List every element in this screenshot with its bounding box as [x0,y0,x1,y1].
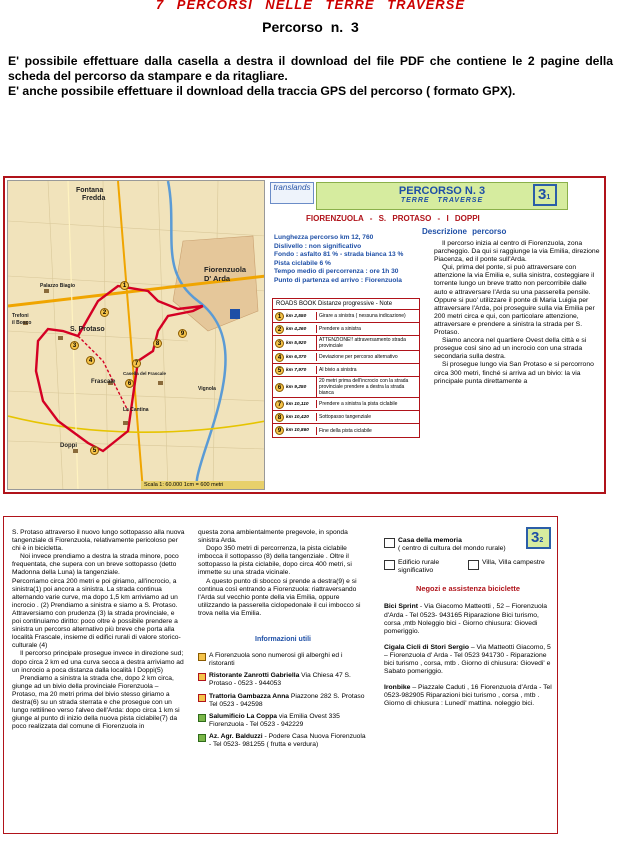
description-paragraph: Qui, prima del ponte, si può attraversare con attenzione la via Emilia e, sulla sinistra, costeggiare il torrente lungo un breve tratto non percorribile dalle auto e attraversare l'Arda su una passerella pensile. Oppure si puo' utilizzare il ponte di Maria Luigia per attraversare l'Arda, poi proseguire sulla via Emilia per 200 metri circa e qui, con particolare attenzione, attraversare e prendere a sinistra la strada per S. Protaso. [434,264,595,337]
map-label-fiorenzuola: Fiorenzuola [204,265,247,274]
shop-icon [198,714,206,722]
casa-memoria-icon [384,538,395,548]
banner-subtitle: TERRE TRAVERSE [400,197,484,204]
map-graphic [8,181,265,490]
description-paragraph: Si prosegue lungo via San Protaso e si percorrono circa 300 metri, finché si arriva ad un bivio: la via principale punta direttamente a [434,361,594,385]
description-paragraph: Percorriamo circa 200 metri e poi giriamo, all'incrocio, a sinistra(1) poi ancora a sinistra. La strada continua alternando varie curve, ma dopo 1,5 km arriviamo ad un incrocio . (2) Prendiamo a sinistra e siamo a S. Protaso. Attraversiamo con prudenza (3) la strada provinciale, e poi continuiamo diritto: poco oltre è possibile prendere a sinistra un percorso alternativo più breve che porta alla località Frascale, insieme di edifici rurali di valore storico-culturale (4) [12,577,181,650]
map-marker-7: 7 [132,359,141,368]
route-info-panel [268,180,602,490]
roadbook-row: 8 km 10,420 Sottopasso tangenziale [273,411,419,424]
spec-time: Tempo medio di percorrenza : ore 1h 30 [274,268,399,276]
spec-bikepath: Pista ciclabile 6 % [274,259,331,267]
roadbook-row: 2 km 4,260 Prendere a sinistra [273,323,419,336]
map-marker-8: 8 [153,339,162,348]
info-text: A Fiorenzuola sono numerosi gli alberghi ed i ristoranti [209,652,343,668]
map-scale: Scala 1: 60.000 1cm = 600 metri [141,481,265,490]
roadbook-row: 4 km 6,370 Deviazione per percorso alternativo [273,351,419,364]
route-sheet-page-2[interactable] [3,516,558,834]
legend-and-bike-shops [384,537,552,714]
route-sheet-page-1[interactable] [3,176,606,494]
description-paragraph: Prendiamo a sinistra la strada che, dopo 2 km circa, giunge ad un bivio della provinciale Fiorenzuola – Protaso, ma 20 metri prima del bivio stesso giriamo a destra(6) su un strada sterrata e che prosegue con un lungo rettilineo verso l'alveo dell'Arda: dopo circa 1 km si giunge al punto di inizio della nuova pista ciclabile(7) da poco realizzata dal comune di Fiorenzuola in [12,674,180,731]
description-paragraph: S. Protaso attraverso il nuovo lungo sottopasso alla nuova tangenziale di Fiorenzuola, relativamente pericoloso per chi è in bicicletta. [12,529,185,553]
restaurant-icon [198,694,206,702]
route-title: FIORENZUOLA - S. PROTASO - I DOPPI [306,214,480,223]
map-label-vignola: Vignola [198,386,216,392]
route-map [7,180,265,490]
map-label-frascale: Frascale [91,379,116,385]
restaurant-icon [198,673,206,681]
description-paragraph: Siamo ancora nel quartiere Ovest della città e si prosegue così sino ad un incrocio con una strada secondaria sulla destra. [434,337,587,361]
bike-shop-entry: Bici Sprint - Via Giacomo Matteotti , 52 – Fiorenzuola d'Arda - Tel 0523- 943165 Riparazione Bici turismo, corsa ,mtb Noleggio bici - Giorno chiusura: Giovedi pomeriggio. [384,603,548,635]
description-paragraph: Il percorso inizia al centro di Fiorenzuola, zona parcheggio. Da qui si raggiunge la via Emilia, direzione Piacenza, ed il ponte sull'Arda. [434,240,600,264]
map-label-trefoni: Trefoni [12,313,29,319]
route-banner [316,182,568,210]
sheet-number-badge: 32 [526,527,551,549]
roadbook-table [272,298,420,438]
villa-icon [468,560,479,570]
intro-line-2: E' anche possibile effettuare il download della traccia GPS del percorso ( formato GPX). [8,84,516,98]
bike-shop-entry: Ironbike – Piazzale Caduti , 16 Fiorenzuola d'Arda - Tel 0523-982905 Riparazioni bici turismo , corsa , mtb . Giorno di chiusura : Lunedi' mattina. noleggio bici. [384,684,552,708]
banner-title: PERCORSO N. 3 [398,185,486,197]
map-marker-4: 4 [86,356,95,365]
roadbook-row: 1 km 2,550 Girare a sinistra ( nessuna indicazione) [273,310,419,323]
bike-shops-heading: Negozi e assistenza biciclette [416,584,520,594]
roadbook-header: ROADS BOOK Distanze progressive - Note [273,299,419,310]
roadbook-row: 9 km 10,860 Fine della pista ciclabile [273,424,419,437]
route-description [434,240,600,386]
description-paragraph: questa zona ambientalmente pregevole, in sponda sinistra Arda. [198,529,348,545]
map-label-palazzo-biagio: Palazzo Biagio [40,283,76,289]
page-subtitle: Percorso n. 3 [262,19,359,35]
map-label-fontana: Fontana [76,187,104,194]
bike-shop-entry: Cigala Cicli di Stori Sergio – Via Matteotti Giacomo, 5 – Fiorenzuola d' Arda - Tel 0523 941730 - Riparazione bici turismo , corsa, mtb . Giorno di chiusura: Giovedi' e Sabato pomeriggio. [384,643,551,676]
intro-text [8,54,613,99]
intro-line-1: E' possibile effettuare dalla casella a destra il download del file PDF che contiene le 2 pagine della scheda del percorso da stampare e da ritagliare. [8,54,613,83]
route-specs [274,234,440,286]
description-paragraph: A questo punto di sbocco si prende a destra(9) e si continua così entrando a Fiorenzuola: riattraversando l'Arda sul vecchio ponte della via Emilia, oppure utilizzando la passerella ciclopedonale il cui imbocco si trova nella via Emilia. [198,577,361,617]
spec-elevation: Dislivello : non significativo [274,242,362,250]
shop-entry: Salumificio La Coppa via Emilia Ovest 335 Fiorenzuola - Tel 0523 - 942229 [198,713,368,729]
roadbook-row: 7 km 10,110 Prendere a sinistra la pista ciclabile [273,398,419,411]
roadbook-row: 5 km 7,970 Al bivio a sinistra [273,364,419,377]
restaurant-entry: Trattoria Gambazza Anna Piazzone 282 S. Protaso Tel 0523 - 942598 [198,693,368,709]
map-label-fredda: Fredda [82,195,106,202]
description-paragraph: Il percorso principale prosegue invece in direzione sud; dopo circa 2 km ed una curva secca a destra arriviamo ad un incrocio a poca distanza dalla località I Doppi(5) [12,650,184,674]
map-marker-2: 2 [100,308,109,317]
roadbook-row: 6 km 9,250 20 metri prima dell'incrocio con la strada provinciale prendere a destra la strada bianca [273,377,419,398]
description-and-info [198,529,368,753]
map-marker-6: 6 [125,379,134,388]
description-continued [12,529,185,731]
restaurant-entry: Ristorante Zanrotti Gabriella Via Chiesa 47 S. Protaso - 0523 - 944053 [198,672,368,688]
spec-start: Punto di partenza ed arrivo : Fiorenzuola [274,276,402,284]
translands-logo: translands [270,182,314,204]
farm-entry: Az. Agr. Balduzzi - Podere Casa Nuova Fiorenzuola - Tel 0523- 981255 ( frutta e verdura) [198,733,368,749]
map-marker-5: 5 [90,446,99,455]
farm-icon [198,734,206,742]
page-title: 7 PERCORSI NELLE TERRE TRAVERSE [155,0,466,12]
hotel-icon [198,653,206,661]
legend-item: Casa della memoria ( centro di cultura del mondo rurale) [384,537,552,553]
description-paragraph: Dopo 350 metri di percorrenza, la pista ciclabile imbocca il sottopasso (8) della tangenziale . Oltre il sottopasso la pista ciclabile, dopo circa 400 metri, si immette su una strada vicinale. [198,545,352,577]
map-label-s-protaso: S. Protaso [70,326,105,333]
legend-item: Edificio rurale significativo Villa, Villa campestre [384,559,552,575]
map-label-bosco: il Bosco [12,320,32,326]
map-label-casella: Casella del Frascale [123,371,167,376]
description-heading: Descrizione percorso [422,227,507,236]
roadbook-row: 3 km 5,920 ATTENZIONE!! attraversamento strada provinciale [273,336,419,351]
description-paragraph: Noi invece prendiamo a destra la strada minore, poco frequentata, che supera con un breve sottopasso (detto Madonna della Luna) la tangenziale. [12,553,179,577]
info-row [198,652,368,668]
map-marker-3: 3 [70,341,79,350]
map-label-doppi: Doppi [60,443,77,449]
sheet-number-badge: 31 [533,184,557,206]
map-marker-1: 1 [120,281,129,290]
spec-length: Lunghezza percorso km 12, 760 [274,234,374,241]
map-marker-9: 9 [178,329,187,338]
map-label-cantina: La Cantina [123,407,149,413]
spec-surface: Fondo : asfalto 81 % - strada bianca 13 % [274,251,404,259]
map-label-darda: D' Arda [204,274,231,283]
info-heading: Informazioni utili [255,636,311,644]
rural-building-icon [384,560,395,570]
